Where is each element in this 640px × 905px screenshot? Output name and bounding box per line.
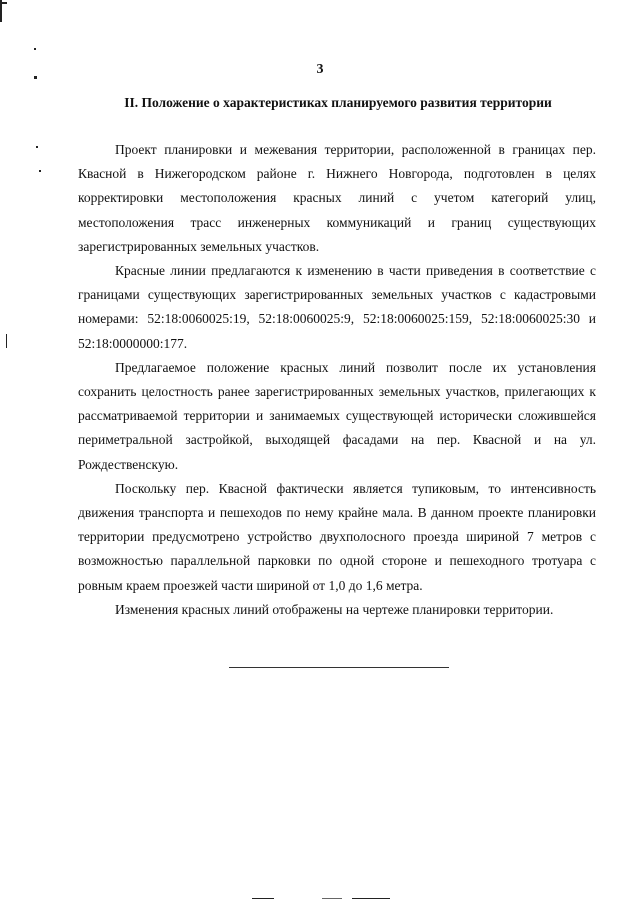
- paragraph: Проект планировки и межевания территории, расположенной в границах пер. Квасной в Нижегородском районе г. Нижнего Новгорода, подготовлен в целях корректировки местоположения красных линий с учетом категорий улиц, местоположения трасс инженерных коммуникаций и границ существующих зарегистрированных земельных участков.: [78, 142, 596, 254]
- scan-bottom-mark: [322, 898, 342, 899]
- paragraph: Красные линии предлагаются к изменению в части приведения в соответствие с границами существующих зарегистрированных земельных участков с кадастровыми номерами: 52:18:0060025:19, 52:18:0060025:9, 52:18:0060025:159, 52:18:0060025:30 и 52:18:0000000:177.: [78, 263, 596, 351]
- scan-dot: [39, 170, 41, 172]
- paragraph: Предлагаемое положение красных линий позволит после их установления сохранить целостность ранее зарегистрированных земельных участков, прилегающих к рассматриваемой территории и занимаемых существующей исторически сложившейся периметральной застройкой, выходящей фасадами на пер. Квасной и на ул. Рождественскую.: [78, 359, 596, 472]
- scan-dot: [36, 146, 38, 148]
- scan-bottom-mark: [252, 898, 274, 899]
- page-number: 3: [316, 62, 324, 77]
- scan-bottom-mark: [352, 898, 390, 899]
- document-body: [78, 138, 596, 622]
- section-heading: II. Положение о характеристиках планируемого развития территории: [124, 95, 552, 110]
- scan-dot: [34, 48, 36, 50]
- scan-corner-mark-tick: [2, 2, 7, 4]
- paragraph: Поскольку пер. Квасной фактически является тупиковым, то интенсивность движения транспорта и пешеходов по нему крайне мала. В данном проекте планировки территории предусмотрено устройство двухполосного проезда шириной 7 метров с возможностью параллельной парковки по одной стороне и пешеходного тротуара с ровным краем проезжей части шириной от 1,0 до 1,6 метра.: [78, 480, 596, 593]
- paragraph: Изменения красных линий отображены на чертеже планировки территории.: [115, 601, 554, 617]
- closing-rule: [229, 667, 449, 668]
- scan-left-edge-mark: [6, 334, 7, 348]
